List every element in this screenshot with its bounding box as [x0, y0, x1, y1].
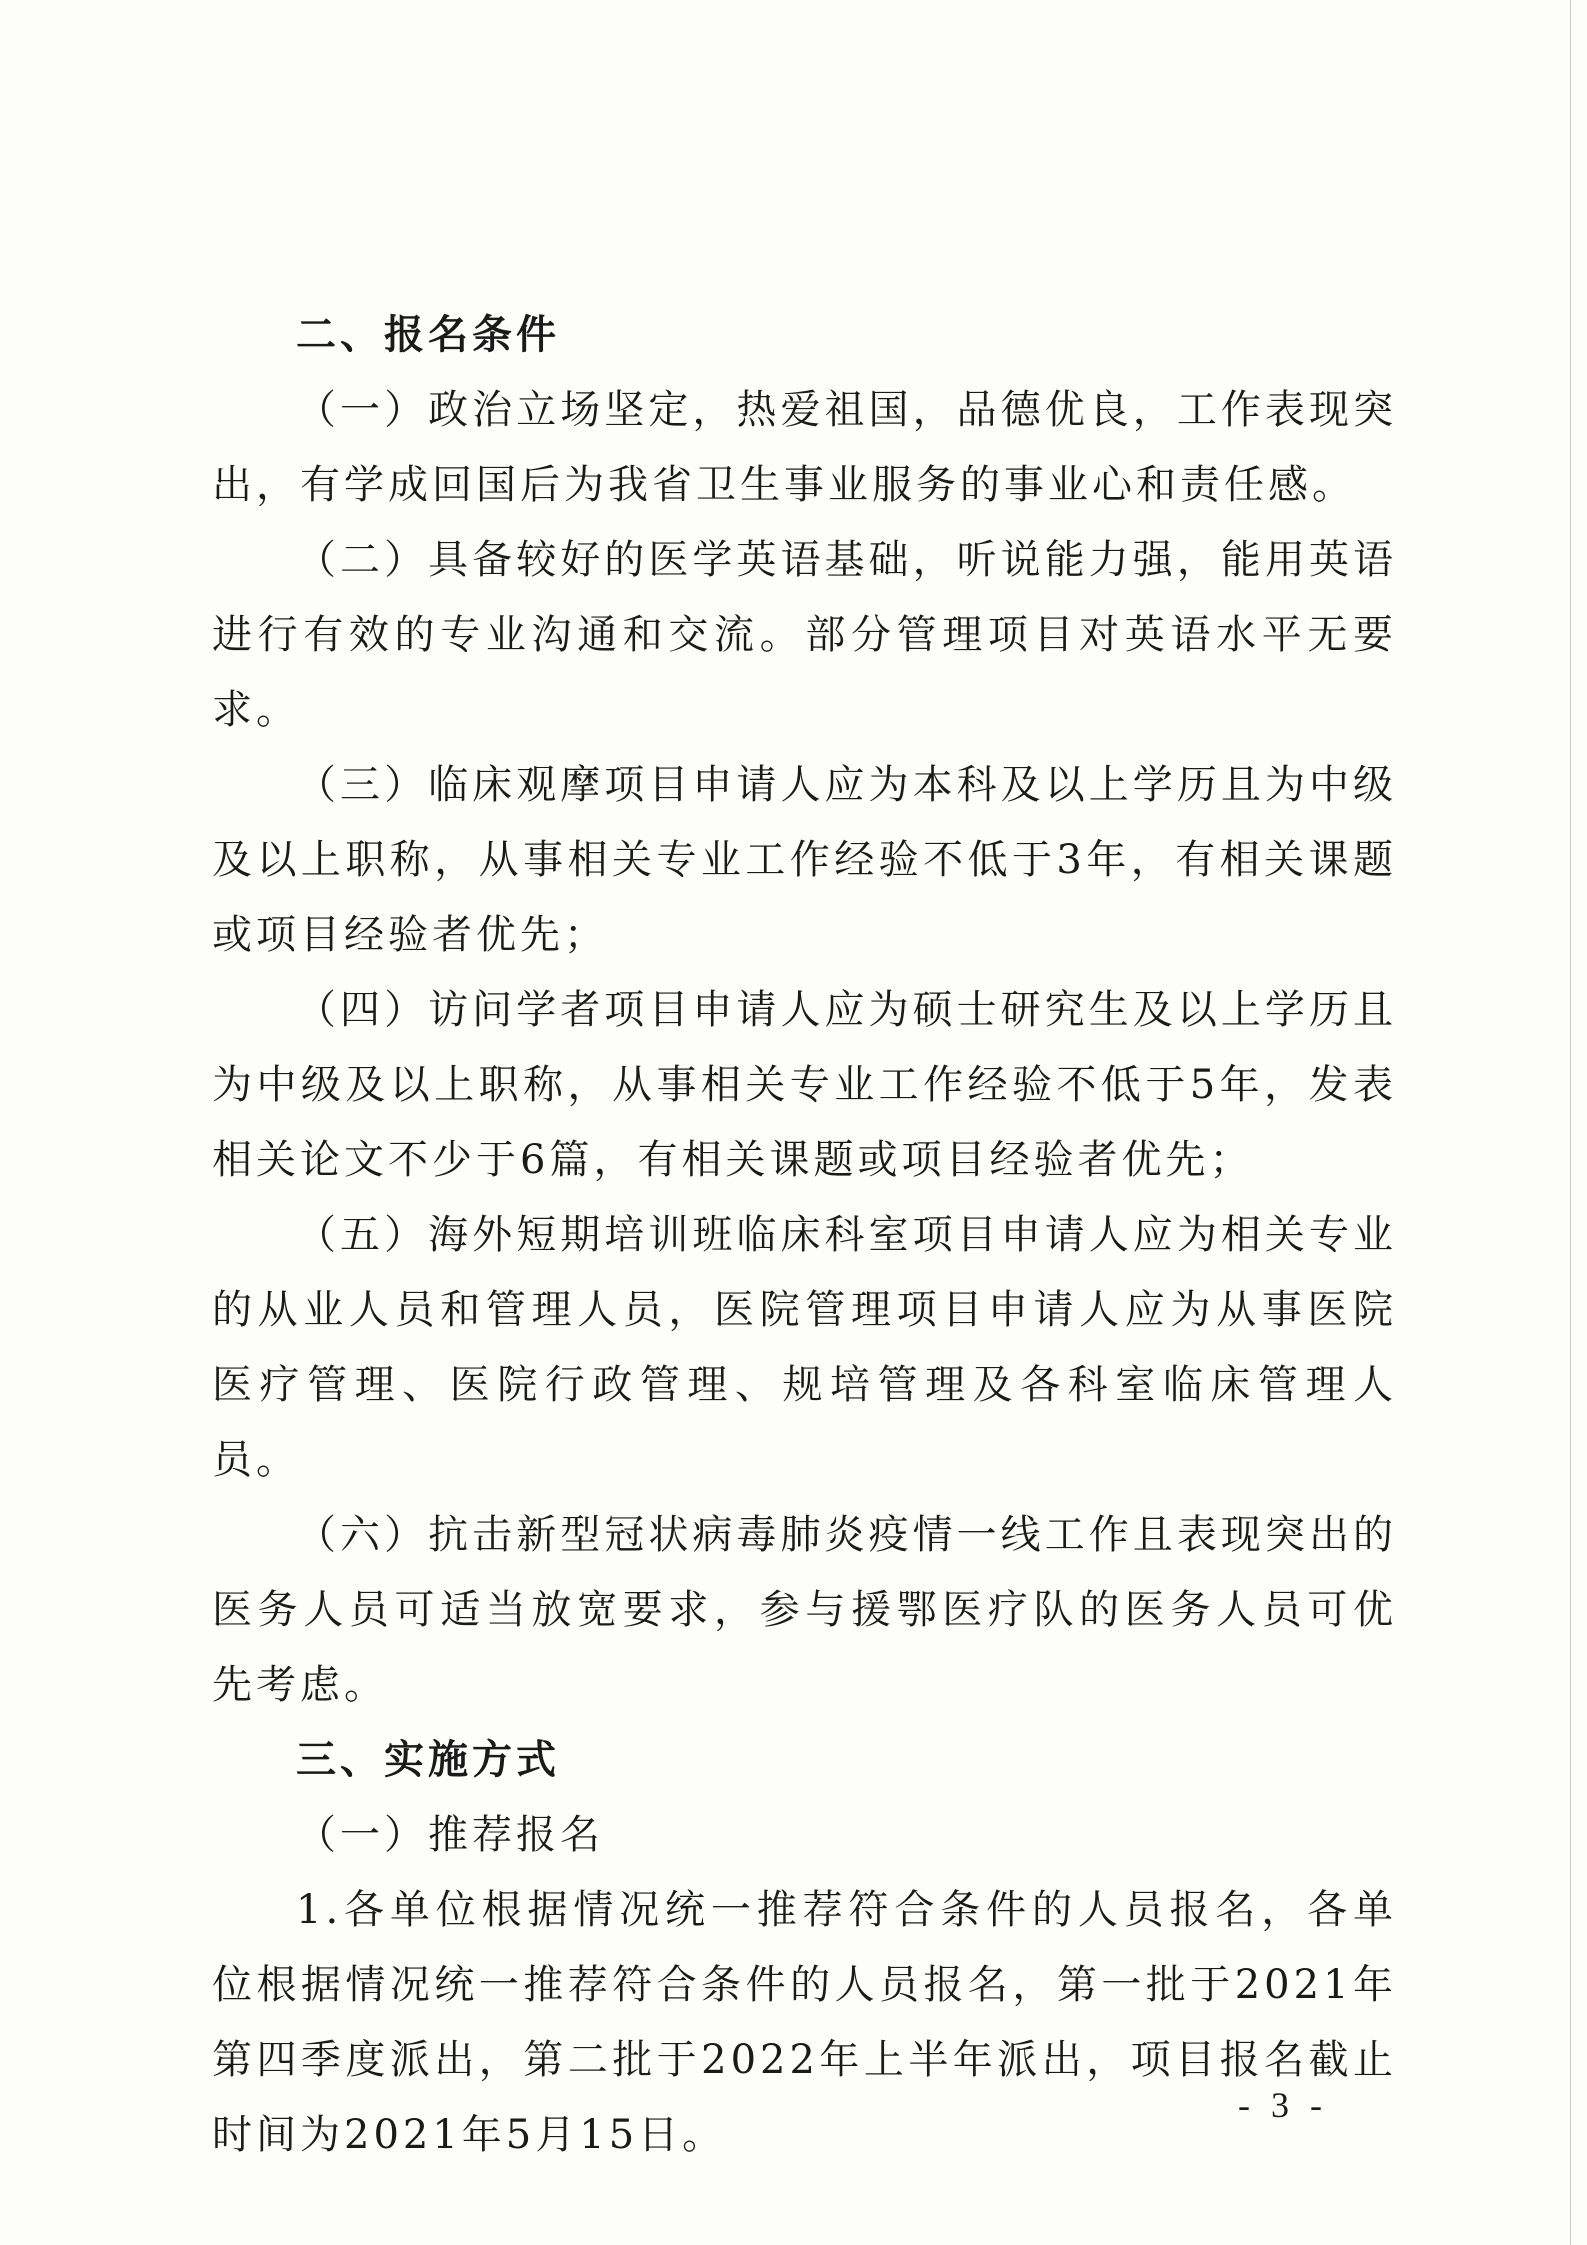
scan-edge-line [1570, 0, 1571, 2245]
subsection-heading-recommend-registration: （一）推荐报名 [296, 1812, 604, 1858]
condition-item-6: （六）抗击新型冠状病毒肺炎疫情一线工作且表现突出的医务人员可适当放宽要求，参与援鄂医疗队的医务人员可优先考虑。 [212, 1512, 1397, 1708]
condition-item-3: （三）临床观摩项目申请人应为本科及以上学历且为中级及以上职称，从事相关专业工作经验不低于3年，有相关课题或项目经验者优先； [212, 762, 1397, 958]
section-heading-implementation: 三、实施方式 [296, 1737, 560, 1783]
condition-item-2: （二）具备较好的医学英语基础，听说能力强，能用英语进行有效的专业沟通和交流。部分管理项目对英语水平无要求。 [212, 537, 1397, 733]
condition-item-4: （四）访问学者项目申请人应为硕士研究生及以上学历且为中级及以上职称，从事相关专业工作经验不低于5年，发表相关论文不少于6篇，有相关课题或项目经验者优先； [212, 987, 1397, 1183]
implementation-item-1: 1.各单位根据情况统一推荐符合条件的人员报名，各单位根据情况统一推荐符合条件的人员报名，第一批于2021年第四季度派出，第二批于2022年上半年派出，项目报名截止时间为2021年5月15日。 [212, 1887, 1397, 2158]
document-body [212, 298, 1397, 2173]
page-number: - 3 - [1238, 2085, 1328, 2125]
condition-item-5: （五）海外短期培训班临床科室项目申请人应为相关专业的从业人员和管理人员，医院管理项目申请人应为从事医院医疗管理、医院行政管理、规培管理及各科室临床管理人员。 [212, 1212, 1397, 1483]
condition-item-1: （一）政治立场坚定，热爱祖国，品德优良，工作表现突出，有学成回国后为我省卫生事业服务的事业心和责任感。 [212, 387, 1397, 508]
section-heading-registration-conditions: 二、报名条件 [296, 312, 560, 358]
